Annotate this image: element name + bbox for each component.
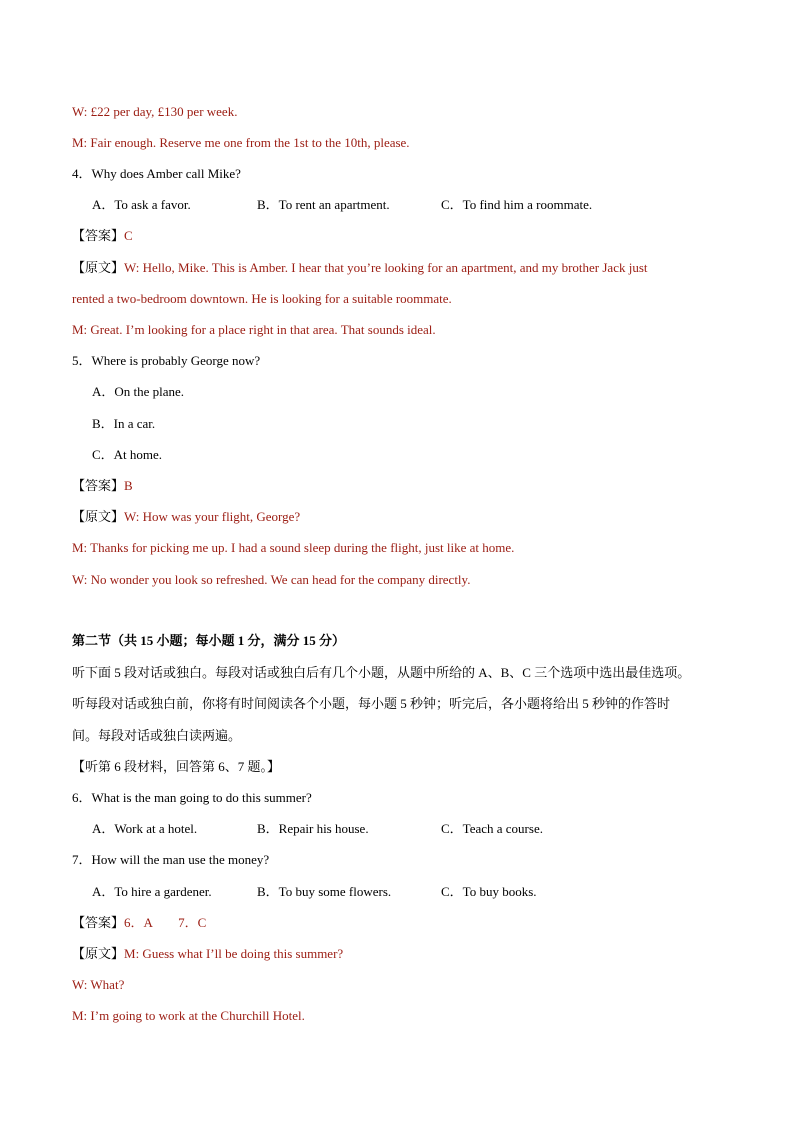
q6-option-a: A．Work at a hotel. [92, 821, 198, 836]
answer-value: B [124, 478, 133, 493]
q4-script-line-3: M: Great. I’m looking for a place right in that area. That sounds ideal. [72, 322, 436, 337]
q7-option-b: B．To buy some flowers. [257, 884, 392, 899]
q5-option-c: C．At home. [92, 447, 163, 462]
q6-7-script-line-1 [72, 945, 343, 963]
q5-script-line-1 [72, 508, 300, 526]
q5-script-line-3: W: No wonder you look so refreshed. We can head for the company directly. [72, 572, 471, 587]
q6-7-script-line-2: W: What? [72, 977, 125, 992]
q6-option-b: B．Repair his house. [257, 821, 369, 836]
q5-option-a: A．On the plane. [92, 384, 185, 399]
section-instructions-3: 间。每段对话或独白读两遍。 [72, 728, 242, 743]
section-instructions-2: 听每段对话或独白前，你将有时间阅读各个小题，每小题 5 秒钟；听完后，各小题将给出 5 秒钟的作答时 [72, 696, 671, 711]
q4-option-a: A．To ask a favor. [92, 197, 191, 212]
dialogue-line: M: Fair enough. Reserve me one from the 1st to the 10th, please. [72, 135, 410, 150]
answer-value: C [124, 228, 133, 243]
script-text: W: Hello, Mike. This is Amber. I hear that you’re looking for an apartment, and my brother Jack just [124, 260, 648, 275]
question-4-stem: 4．Why does Amber call Mike? [72, 166, 241, 181]
question-7-stem: 7．How will the man use the money? [72, 852, 270, 867]
section-heading: 第二节（共 15 小题；每小题 1 分，满分 15 分） [72, 633, 346, 648]
question-6-stem: 6．What is the man going to do this summer? [72, 790, 312, 805]
q4-answer [72, 227, 133, 245]
material-label: 【听第 6 段材料，回答第 6、7 题。】 [72, 759, 281, 774]
answer-tag: 【答案】 [72, 228, 125, 243]
script-tag: 【原文】 [72, 946, 125, 961]
answer-tag: 【答案】 [72, 915, 125, 930]
answer-tag: 【答案】 [72, 478, 125, 493]
q4-script-line-1 [72, 259, 648, 277]
q7-option-a: A．To hire a gardener. [92, 884, 212, 899]
script-text: W: How was your flight, George? [124, 509, 301, 524]
answer-value: 6．A 7．C [124, 915, 207, 930]
dialogue-line: W: £22 per day, £130 per week. [72, 104, 238, 119]
q4-option-c: C．To find him a roommate. [441, 197, 593, 212]
q7-option-c: C．To buy books. [441, 884, 537, 899]
script-tag: 【原文】 [72, 509, 125, 524]
q4-script-line-2: rented a two-bedroom downtown. He is looking for a suitable roommate. [72, 291, 452, 306]
q5-option-b: B．In a car. [92, 416, 156, 431]
q6-option-c: C．Teach a course. [441, 821, 543, 836]
script-text: M: Guess what I’ll be doing this summer? [124, 946, 344, 961]
q5-script-line-2: M: Thanks for picking me up. I had a sound sleep during the flight, just like at home. [72, 540, 515, 555]
q4-option-b: B．To rent an apartment. [257, 197, 390, 212]
section-instructions-1: 听下面 5 段对话或独白。每段对话或独白后有几个小题，从题中所给的 A、B、C 三个选项中选出最佳选项。 [72, 665, 691, 680]
q6-7-script-line-3: M: I’m going to work at the Churchill Hotel. [72, 1008, 305, 1023]
q5-answer [72, 477, 133, 495]
script-tag: 【原文】 [72, 260, 125, 275]
q6-7-answer [72, 914, 206, 932]
question-5-stem: 5．Where is probably George now? [72, 353, 261, 368]
